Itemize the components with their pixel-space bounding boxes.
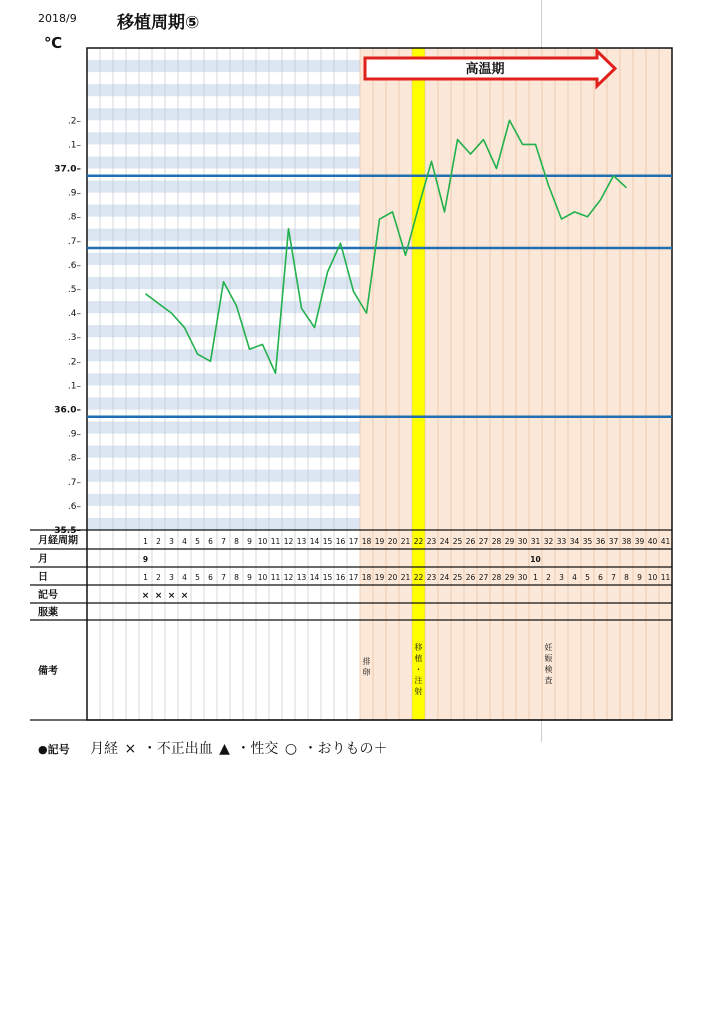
stripe-band — [87, 60, 360, 72]
date-label: 26 — [465, 573, 476, 582]
date-label: 21 — [400, 573, 411, 582]
y-tick-label: .1– — [67, 381, 81, 392]
row-label: 服薬 — [38, 607, 58, 619]
y-tick-label: 35.5– — [54, 526, 81, 536]
date-label: 22 — [413, 573, 424, 582]
row-label: 月 — [38, 554, 48, 565]
month-label: 9 — [142, 555, 149, 564]
cycle-day-label: 37 — [608, 537, 619, 546]
month-label: 10 — [530, 555, 541, 564]
cycle-day-label: 28 — [491, 537, 502, 546]
cycle-day-label: 34 — [569, 537, 580, 546]
stripe-band — [87, 181, 360, 193]
y-tick-label: .3– — [67, 333, 81, 344]
y-tick-label: .5– — [67, 285, 81, 295]
stripe-band — [87, 253, 360, 265]
stripe-band — [87, 108, 360, 120]
cycle-day-label: 39 — [634, 537, 645, 546]
cycle-day-label: 35 — [582, 537, 593, 546]
stripe-band — [87, 229, 360, 241]
row-label: 日 — [38, 572, 48, 583]
y-axis — [54, 116, 81, 536]
cycle-day-label: 30 — [517, 537, 528, 546]
y-tick-label: 36.0– — [54, 405, 81, 416]
note-char: 査 — [544, 676, 553, 685]
note-char: 娠 — [544, 654, 553, 663]
cycle-day-label: 9 — [247, 537, 252, 546]
stripe-band — [87, 446, 360, 458]
legend-item: × — [124, 741, 137, 757]
cycle-day-label: 4 — [182, 537, 187, 546]
stripe-band — [87, 325, 360, 337]
date-label: 29 — [504, 573, 515, 582]
legend-item: ▲ — [219, 741, 230, 757]
cycle-day-label: 5 — [195, 537, 200, 546]
cycle-day-label: 21 — [400, 537, 411, 546]
row-label: 備考 — [38, 666, 58, 677]
cycle-day-label: 8 — [234, 537, 239, 546]
cycle-day-label: 23 — [426, 537, 437, 546]
chart-background — [87, 48, 672, 720]
date-label: 8 — [234, 573, 239, 582]
cycle-day-label: 32 — [543, 537, 554, 546]
legend-item: ・不正出血 — [142, 741, 213, 757]
y-tick-label: .7– — [67, 236, 81, 247]
cycle-day-label: 18 — [361, 537, 372, 546]
date-label: 6 — [208, 573, 213, 582]
cycle-day-label: 10 — [257, 537, 268, 546]
cycle-day-label: 38 — [621, 537, 632, 546]
cycle-day-label: 19 — [374, 537, 385, 546]
date-label: 12 — [283, 573, 294, 582]
y-tick-label: .7– — [67, 477, 81, 488]
cycle-day-label: 3 — [169, 537, 174, 546]
date-label: 5 — [585, 573, 590, 582]
cycle-day-label: 25 — [452, 537, 463, 546]
stripe-band — [87, 156, 360, 168]
stripe-band — [87, 470, 360, 482]
y-tick-label: .4– — [67, 309, 81, 320]
symbol-legend — [38, 738, 390, 758]
date-label: 18 — [361, 573, 372, 582]
date-label: 10 — [257, 573, 268, 582]
legend-item: ・性交 — [236, 741, 279, 757]
cycle-day-label: 1 — [143, 537, 148, 546]
symbol-mark: × — [167, 591, 176, 601]
date-label: 1 — [533, 573, 538, 582]
note-char: 卵 — [362, 668, 371, 677]
date-label: 28 — [491, 573, 502, 582]
high-temp-label: 高温期 — [465, 62, 505, 77]
date-label: 11 — [270, 573, 281, 582]
date-label: 14 — [309, 573, 320, 582]
stripe-band — [87, 205, 360, 217]
cycle-day-label: 14 — [309, 537, 320, 546]
cycle-day-label: 7 — [221, 537, 226, 546]
date-label: 15 — [322, 573, 333, 582]
note-char: 注 — [414, 676, 423, 685]
cycle-day-label: 2 — [156, 537, 161, 546]
cycle-day-label: 26 — [465, 537, 476, 546]
note-char: 移 — [414, 643, 423, 652]
cycle-day-label: 29 — [504, 537, 515, 546]
y-tick-label: .1– — [67, 140, 81, 151]
note-char: 検 — [544, 665, 553, 674]
transfer-day-highlight — [412, 48, 425, 720]
date-label: 3 — [169, 573, 174, 582]
stripe-band — [87, 397, 360, 409]
cycle-day-label: 33 — [556, 537, 567, 546]
row-label: 月経周期 — [38, 535, 78, 547]
date-label: 9 — [637, 573, 642, 582]
cycle-day-label: 13 — [296, 537, 307, 546]
date-label: 7 — [611, 573, 616, 582]
note-char: 射 — [414, 687, 423, 696]
chart-date: 2018/9 — [38, 12, 77, 25]
cycle-day-label: 16 — [335, 537, 346, 546]
y-tick-label: .8– — [67, 453, 81, 464]
symbol-mark: × — [180, 591, 189, 601]
stripe-band — [87, 84, 360, 96]
y-tick-label: .8– — [67, 212, 81, 223]
stripe-band — [87, 518, 360, 530]
date-label: 25 — [452, 573, 463, 582]
cycle-day-label: 17 — [348, 537, 359, 546]
date-label: 2 — [546, 573, 551, 582]
date-label: 16 — [335, 573, 346, 582]
cycle-day-label: 36 — [595, 537, 606, 546]
stripe-band — [87, 494, 360, 506]
y-tick-label: .6– — [67, 501, 81, 512]
y-tick-label: .6– — [67, 260, 81, 271]
symbol-mark: × — [141, 591, 150, 601]
cycle-day-label: 15 — [322, 537, 333, 546]
date-label: 4 — [572, 573, 577, 582]
date-label: 6 — [598, 573, 603, 582]
date-label: 20 — [387, 573, 398, 582]
stripe-band — [87, 373, 360, 385]
date-label: 11 — [660, 573, 671, 582]
date-label: 19 — [374, 573, 385, 582]
date-label: 17 — [348, 573, 359, 582]
cycle-day-label: 24 — [439, 537, 450, 546]
y-tick-label: .9– — [67, 188, 81, 199]
legend-item: ○ — [284, 741, 298, 757]
date-label: 5 — [195, 573, 200, 582]
note-char: 妊 — [544, 643, 553, 652]
y-tick-label: .2– — [67, 116, 81, 127]
chart-title: 移植周期⑤ — [117, 13, 200, 33]
symbol-mark: × — [154, 591, 163, 601]
y-tick-label: .2– — [67, 357, 81, 368]
cycle-day-label: 41 — [660, 537, 671, 546]
date-label: 3 — [559, 573, 564, 582]
cycle-day-label: 27 — [478, 537, 489, 546]
stripe-band — [87, 132, 360, 144]
date-label: 24 — [439, 573, 450, 582]
cycle-day-label: 20 — [387, 537, 398, 546]
date-label: 23 — [426, 573, 437, 582]
y-tick-label: 37.0– — [54, 164, 81, 175]
cycle-day-label: 40 — [647, 537, 658, 546]
stripe-band — [87, 349, 360, 361]
cycle-day-label: 11 — [270, 537, 281, 546]
cycle-day-label: 31 — [530, 537, 541, 546]
date-label: 7 — [221, 573, 226, 582]
cycle-day-label: 12 — [283, 537, 294, 546]
cycle-day-label: 6 — [208, 537, 213, 546]
row-label: 記号 — [38, 590, 58, 601]
y-tick-label: .9– — [67, 429, 81, 440]
legend-item: 月経 — [90, 741, 119, 757]
note-char: ・ — [414, 665, 423, 674]
date-label: 27 — [478, 573, 489, 582]
date-label: 9 — [247, 573, 252, 582]
stripe-band — [87, 422, 360, 434]
note-char: 排 — [362, 657, 371, 666]
cycle-day-label: 22 — [413, 537, 424, 546]
date-label: 1 — [143, 573, 148, 582]
date-label: 30 — [517, 573, 528, 582]
temperature-unit: ℃ — [44, 34, 63, 52]
date-label: 4 — [182, 573, 187, 582]
date-label: 8 — [624, 573, 629, 582]
legend-key: ●記号 — [38, 743, 70, 756]
legend-item: ・おりもの＋ — [303, 741, 388, 757]
note-char: 植 — [414, 654, 423, 663]
date-label: 2 — [156, 573, 161, 582]
date-label: 13 — [296, 573, 307, 582]
date-label: 10 — [647, 573, 658, 582]
